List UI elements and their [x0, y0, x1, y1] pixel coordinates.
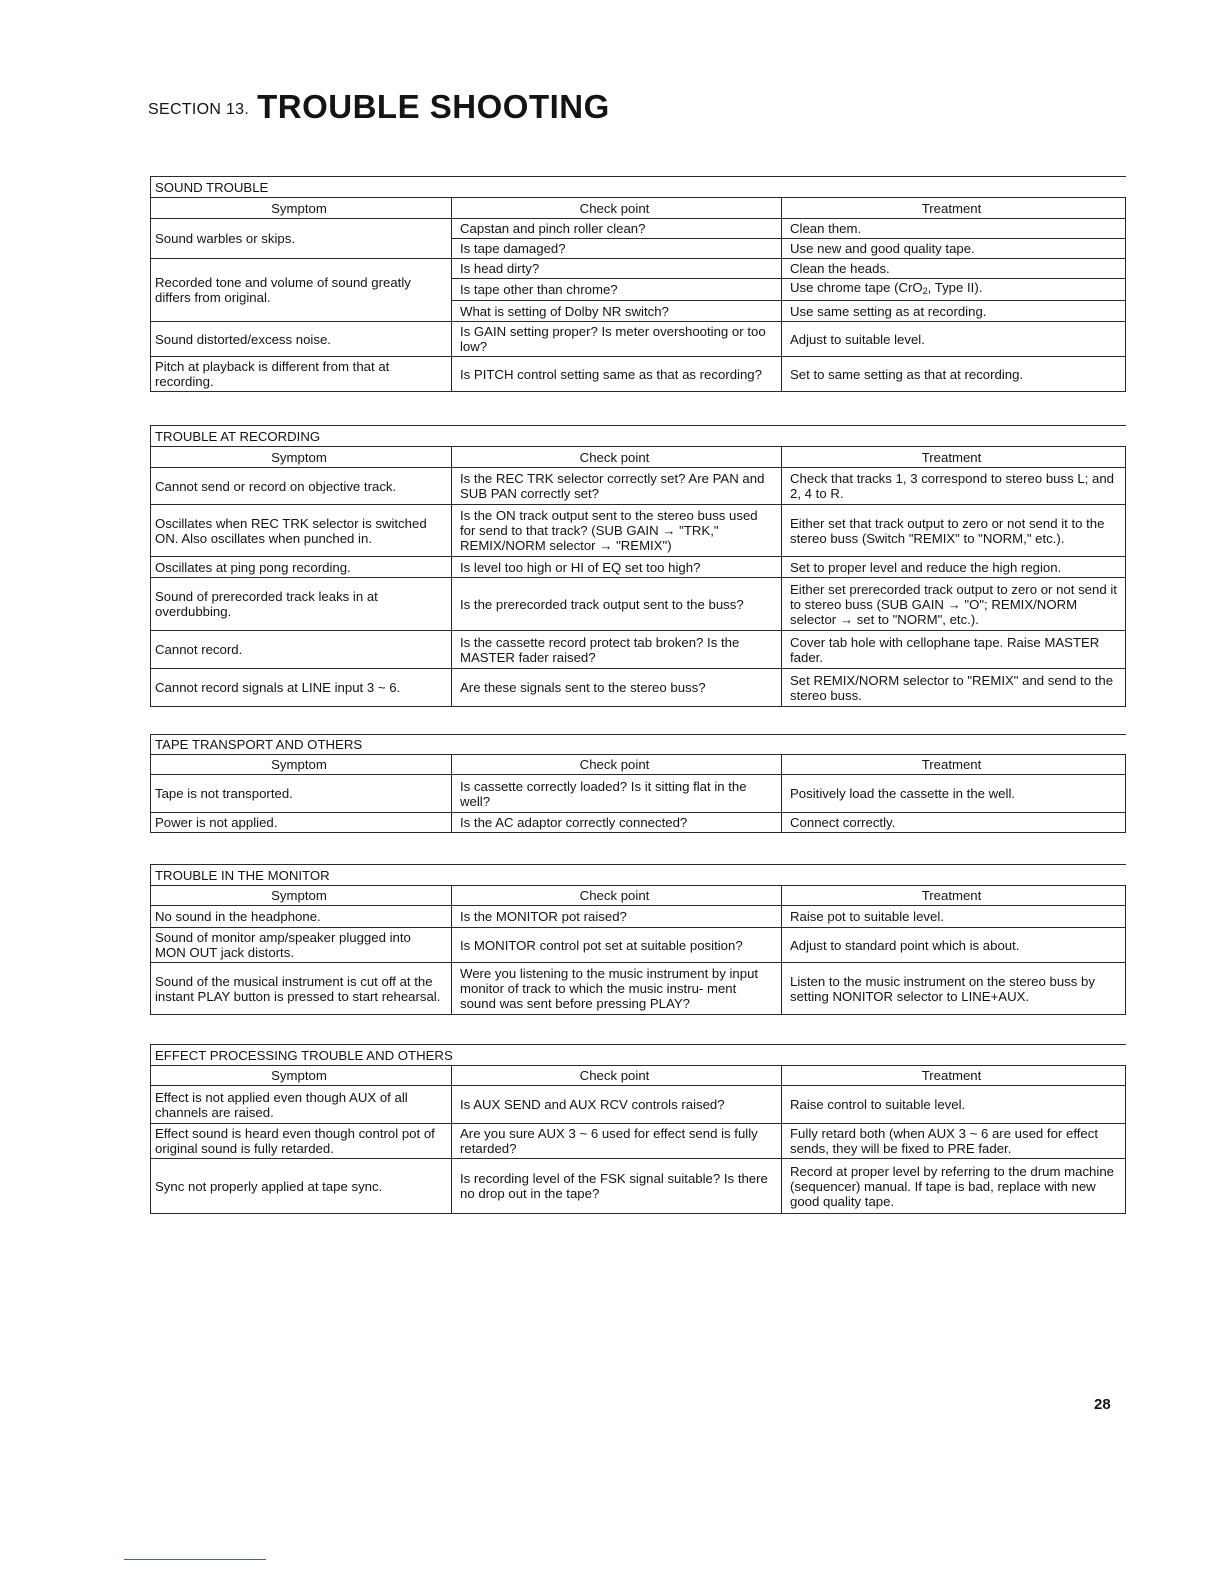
- check-point-cell: Is the prerecorded track output sent to the buss?: [452, 578, 782, 631]
- check-point-cell: Is tape other than chrome?: [452, 279, 782, 301]
- monitor-trouble-table: [150, 864, 1126, 1015]
- symptom-cell: Sound distorted/excess noise.: [151, 322, 452, 357]
- page-title: TROUBLE SHOOTING: [257, 88, 610, 125]
- column-header-treatment: Treatment: [782, 755, 1126, 775]
- column-header-treatment: Treatment: [782, 1066, 1126, 1086]
- check-point-cell: Is GAIN setting proper? Is meter overshooting or too low?: [452, 322, 782, 357]
- table-title: SOUND TROUBLE: [151, 177, 1126, 198]
- symptom-cell: Sound of prerecorded track leaks in at overdubbing.: [151, 578, 452, 631]
- check-point-cell: Is the cassette record protect tab broken? Is the MASTER fader raised?: [452, 631, 782, 669]
- page-number: 28: [1094, 1396, 1111, 1413]
- column-header-treatment: Treatment: [782, 886, 1126, 906]
- treatment-cell: Set REMIX/NORM selector to "REMIX" and send to the stereo buss.: [782, 669, 1126, 707]
- section-number: SECTION 13.: [148, 101, 250, 118]
- treatment-cell: Raise control to suitable level.: [782, 1086, 1126, 1124]
- check-point-cell: Capstan and pinch roller clean?: [452, 219, 782, 239]
- symptom-cell: Recorded tone and volume of sound greatly differs from original.: [151, 259, 452, 322]
- symptom-cell: Cannot send or record on objective track.: [151, 468, 452, 505]
- column-header-treatment: Treatment: [782, 447, 1126, 468]
- trouble-table: [150, 864, 1125, 1015]
- column-header-treatment: Treatment: [782, 198, 1126, 219]
- check-point-cell: Are you sure AUX 3 ~ 6 used for effect send is fully retarded?: [452, 1124, 782, 1159]
- check-point-cell: What is setting of Dolby NR switch?: [452, 301, 782, 322]
- table-title: TROUBLE AT RECORDING: [151, 426, 1126, 447]
- symptom-cell: Oscillates at ping pong recording.: [151, 557, 452, 578]
- symptom-cell: Effect is not applied even though AUX of all channels are raised.: [151, 1086, 452, 1124]
- check-point-cell: Is recording level of the FSK signal suitable? Is there no drop out in the tape?: [452, 1159, 782, 1214]
- sound-trouble-table: [150, 176, 1126, 392]
- trouble-table: [150, 734, 1125, 833]
- trouble-table: [150, 176, 1125, 392]
- symptom-cell: Sound of the musical instrument is cut off at the instant PLAY button is pressed to start rehearsal.: [151, 963, 452, 1015]
- trouble-table: [150, 425, 1125, 707]
- treatment-cell: Clean the heads.: [782, 259, 1126, 279]
- treatment-cell: Use same setting as at recording.: [782, 301, 1126, 322]
- check-point-cell: Are these signals sent to the stereo buss?: [452, 669, 782, 707]
- check-point-cell: Is the AC adaptor correctly connected?: [452, 813, 782, 833]
- table-title: TROUBLE IN THE MONITOR: [151, 865, 1126, 886]
- symptom-cell: Power is not applied.: [151, 813, 452, 833]
- check-point-cell: Is the REC TRK selector correctly set? Are PAN and SUB PAN correctly set?: [452, 468, 782, 505]
- check-point-cell: Is the ON track output sent to the stereo buss used for send to that track? (SUB GAIN → "TRK," REMIX/NORM selector → "REMIX"): [452, 505, 782, 557]
- treatment-cell: Raise pot to suitable level.: [782, 906, 1126, 928]
- treatment-cell: Fully retard both (when AUX 3 ~ 6 are used for effect sends, they will be fixed to PRE fader.: [782, 1124, 1126, 1159]
- treatment-cell: Check that tracks 1, 3 correspond to stereo buss L; and 2, 4 to R.: [782, 468, 1126, 505]
- symptom-cell: Pitch at playback is different from that at recording.: [151, 357, 452, 392]
- column-header-check-point: Check point: [452, 886, 782, 906]
- check-point-cell: Is MONITOR control pot set at suitable position?: [452, 928, 782, 963]
- table-title: EFFECT PROCESSING TROUBLE AND OTHERS: [151, 1045, 1126, 1066]
- symptom-cell: Effect sound is heard even though control pot of original sound is fully retarded.: [151, 1124, 452, 1159]
- treatment-cell: Use chrome tape (CrO$_2$, Type II).: [782, 279, 1126, 301]
- recording-trouble-table: [150, 425, 1126, 707]
- column-header-symptom: Symptom: [151, 198, 452, 219]
- treatment-cell: Adjust to suitable level.: [782, 322, 1126, 357]
- symptom-cell: Sync not properly applied at tape sync.: [151, 1159, 452, 1214]
- effect-processing-table: [150, 1044, 1126, 1214]
- check-point-cell: Were you listening to the music instrument by input monitor of track to which the music instru- ment sound was sent before pressing PLAY?: [452, 963, 782, 1015]
- treatment-cell: Clean them.: [782, 219, 1126, 239]
- column-header-check-point: Check point: [452, 1066, 782, 1086]
- column-header-check-point: Check point: [452, 198, 782, 219]
- check-point-cell: Is the MONITOR pot raised?: [452, 906, 782, 928]
- trouble-table: [150, 1044, 1125, 1214]
- treatment-cell: Record at proper level by referring to the drum machine (sequencer) manual. If tape is bad, replace with new good quality tape.: [782, 1159, 1126, 1214]
- column-header-symptom: Symptom: [151, 1066, 452, 1086]
- check-point-cell: Is PITCH control setting same as that as recording?: [452, 357, 782, 392]
- treatment-cell: Set to proper level and reduce the high region.: [782, 557, 1126, 578]
- treatment-cell: Adjust to standard point which is about.: [782, 928, 1126, 963]
- treatment-cell: Either set prerecorded track output to zero or not send it to stereo buss (SUB GAIN → "O"; REMIX/NORM selector → set to "NORM", etc.).: [782, 578, 1126, 631]
- table-title: TAPE TRANSPORT AND OTHERS: [151, 735, 1126, 755]
- symptom-cell: Oscillates when REC TRK selector is switched ON. Also oscillates when punched in.: [151, 505, 452, 557]
- column-header-check-point: Check point: [452, 755, 782, 775]
- column-header-symptom: Symptom: [151, 755, 452, 775]
- column-header-check-point: Check point: [452, 447, 782, 468]
- treatment-cell: Cover tab hole with cellophane tape. Raise MASTER fader.: [782, 631, 1126, 669]
- treatment-cell: Positively load the cassette in the well.: [782, 775, 1126, 813]
- column-header-symptom: Symptom: [151, 447, 452, 468]
- check-point-cell: Is level too high or HI of EQ set too high?: [452, 557, 782, 578]
- treatment-cell: Use new and good quality tape.: [782, 239, 1126, 259]
- check-point-cell: Is tape damaged?: [452, 239, 782, 259]
- symptom-cell: Cannot record signals at LINE input 3 ~ 6.: [151, 669, 452, 707]
- check-point-cell: Is head dirty?: [452, 259, 782, 279]
- treatment-cell: Set to same setting as that at recording.: [782, 357, 1126, 392]
- treatment-cell: Listen to the music instrument on the stereo buss by setting NONITOR selector to LINE+AUX.: [782, 963, 1126, 1015]
- symptom-cell: Tape is not transported.: [151, 775, 452, 813]
- tape-transport-table: [150, 734, 1126, 833]
- check-point-cell: Is AUX SEND and AUX RCV controls raised?: [452, 1086, 782, 1124]
- symptom-cell: No sound in the headphone.: [151, 906, 452, 928]
- symptom-cell: Sound of monitor amp/speaker plugged into MON OUT jack distorts.: [151, 928, 452, 963]
- treatment-cell: Either set that track output to zero or not send it to the stereo buss (Switch "REMIX" to "NORM," etc.).: [782, 505, 1126, 557]
- symptom-cell: Cannot record.: [151, 631, 452, 669]
- check-point-cell: Is cassette correctly loaded? Is it sitting flat in the well?: [452, 775, 782, 813]
- section-heading: [148, 88, 610, 126]
- column-header-symptom: Symptom: [151, 886, 452, 906]
- footnote-rule: [124, 1559, 266, 1560]
- symptom-cell: Sound warbles or skips.: [151, 219, 452, 259]
- treatment-cell: Connect correctly.: [782, 813, 1126, 833]
